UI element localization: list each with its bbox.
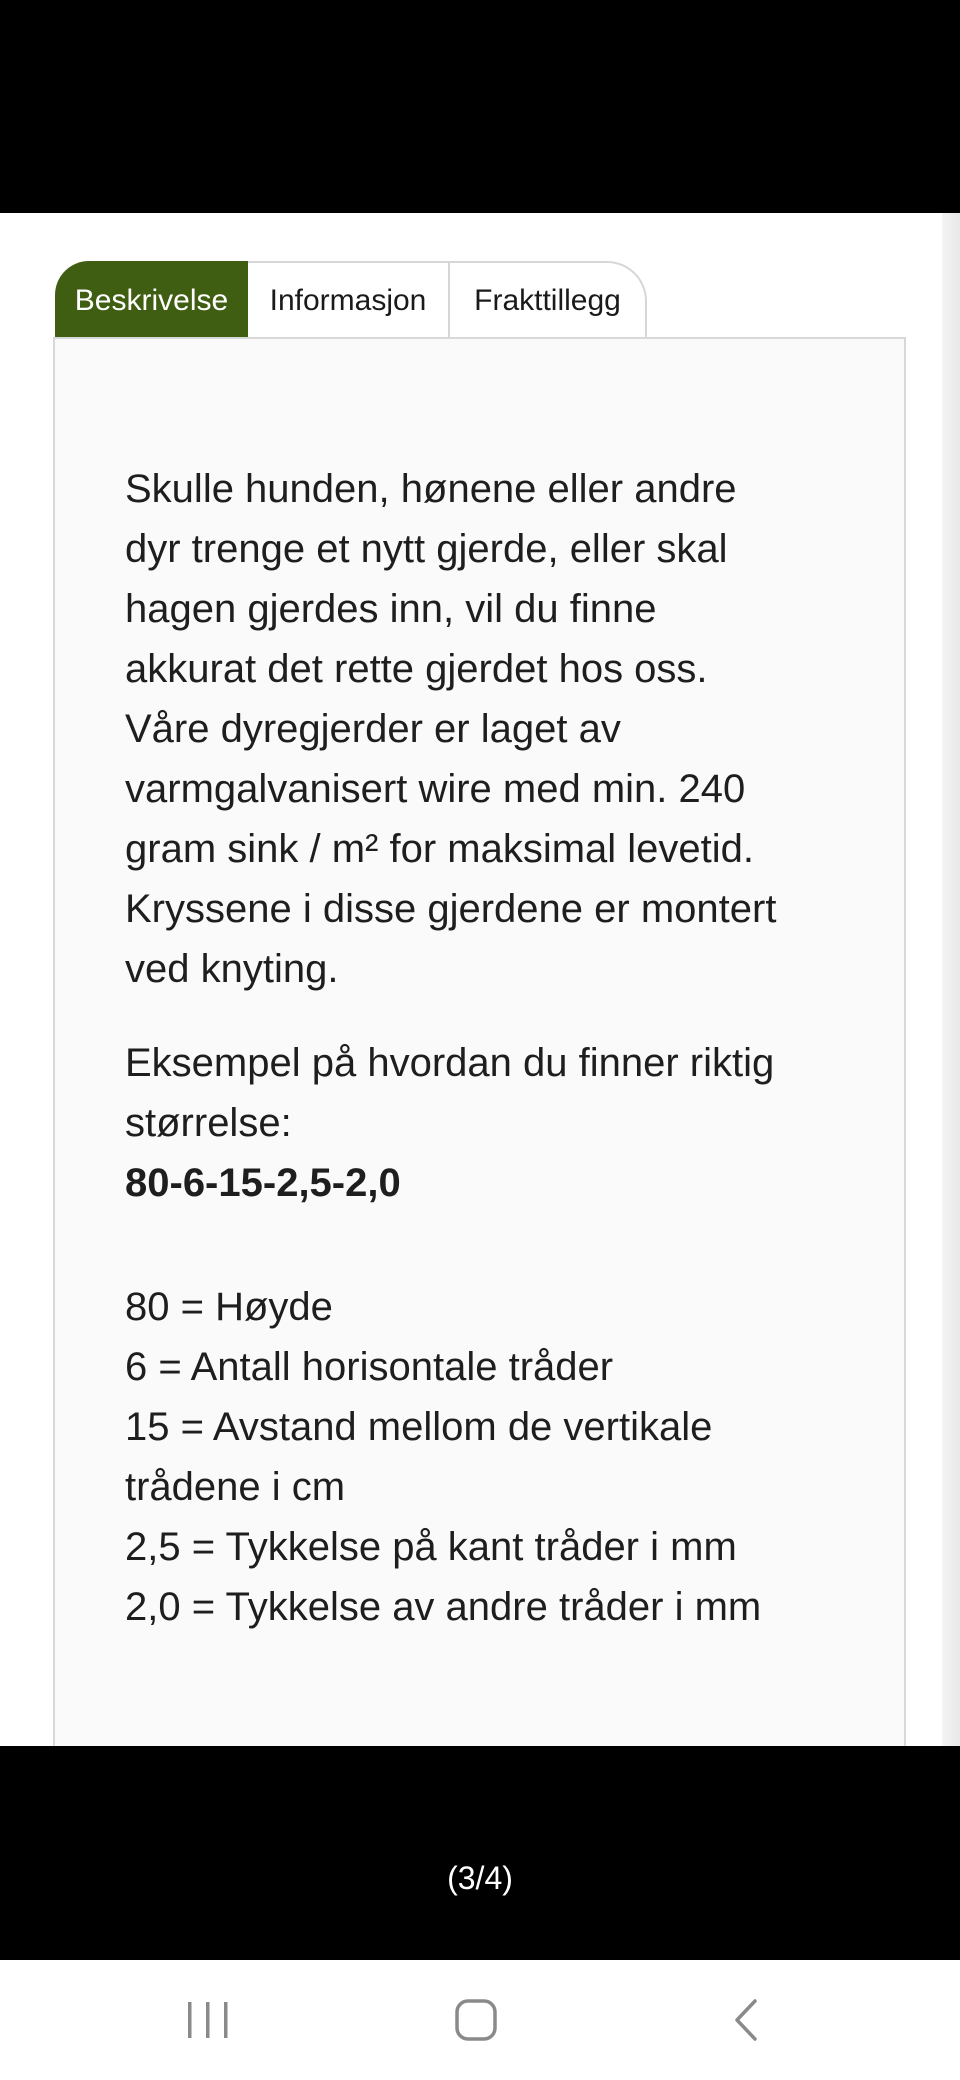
back-button[interactable] (676, 1960, 816, 2080)
recents-icon (186, 2000, 230, 2040)
tab-frakttillegg[interactable]: Frakttillegg (450, 261, 647, 339)
description-paragraph: Skulle hunden, hønene eller andre dyr trenge et nytt gjerde, eller skal hagen gjerdes inn, vil du finne akkurat det rette gjerdet hos oss. Våre dyregjerder er laget av varmgalvanisert wire med min. 240 gram sink / m² for maksimal levetid. Kryssene i disse gjerdene er montert ved knyting. (125, 467, 777, 991)
image-counter: (3/4) (447, 1860, 513, 1896)
home-button[interactable] (406, 1960, 546, 2080)
next-image-edge (942, 213, 960, 1746)
size-legend: 80 = Høyde 6 = Antall horisontale tråder 15 = Avstand mellom de vertikale trådene i cm 2,5 = Tykkelse på kant tråder i mm 2,0 = Tykkelse av andre tråder i mm (125, 1285, 762, 1629)
back-icon (731, 1998, 761, 2042)
top-letterbox (0, 0, 960, 213)
example-paragraph: Eksempel på hvordan du finner riktig størrelse: 80-6-15-2,5-2,0 (125, 1041, 775, 1205)
blank-line (125, 1213, 865, 1277)
image-viewer-content (0, 213, 960, 1746)
example-code: 80-6-15-2,5-2,0 (125, 1161, 401, 1205)
tab-beskrivelse[interactable]: Beskrivelse (55, 261, 248, 339)
description-text (125, 459, 865, 1637)
tab-panel (53, 337, 906, 1746)
home-icon (454, 1998, 498, 2042)
bottom-letterbox (0, 1746, 960, 1960)
system-navigation-bar (0, 1960, 960, 2080)
recents-button[interactable] (138, 1960, 278, 2080)
tab-informasjon[interactable]: Informasjon (248, 261, 450, 339)
product-tabs (55, 261, 647, 339)
